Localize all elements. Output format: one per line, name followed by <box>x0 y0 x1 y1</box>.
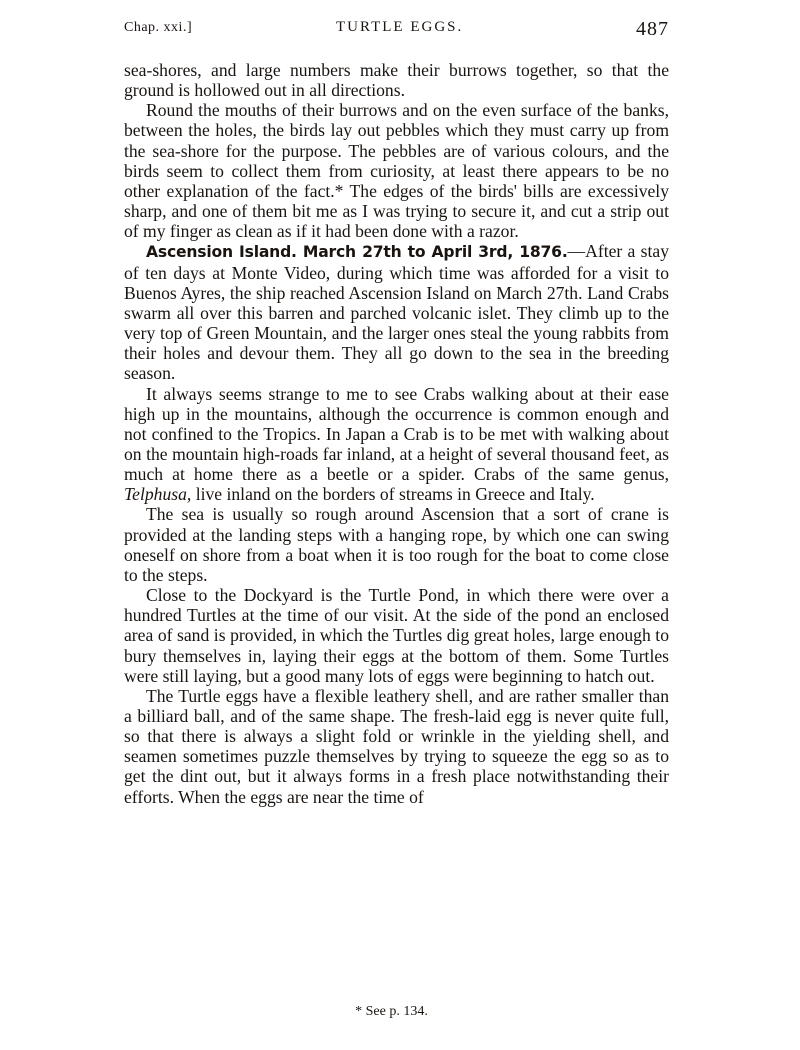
paragraph-text: live inland on the borders of streams in Greece and Italy. <box>195 484 595 505</box>
paragraph-text: It always seems strange to me to see Crabs walking about at their ease high up in the mountains, although the occurrence is common enough and not confined to the Tropics. In Japan a Crab is to be met with walking about on the mountain high-roads far inland, at a height of several thousand feet, as much at home there as a beetle or a spider. Crabs of the same genus, <box>124 383 669 485</box>
body-text <box>124 60 669 807</box>
entry-heading: Ascension Island. March 27th to April 3rd, 1876. <box>146 243 568 262</box>
book-page <box>124 18 669 807</box>
footnote-text: * See p. 134. <box>355 1004 428 1019</box>
paragraph: The Turtle eggs have a flexible leathery shell, and are rather smaller than a billiard ball, and of the same shape. The fresh-laid egg is never quite full, so that there is always a slight fold or wrinkle in the yielding shell, and seamen sometimes puzzle themselves by trying to squeeze the egg so as to get the dint out, but it always forms in a fresh place notwithstanding their efforts. When the eggs are near the time of <box>124 685 669 807</box>
paragraph: sea-shores, and large numbers make their burrows together, so that the ground is hollowed out in all directions. <box>124 60 669 101</box>
paragraph <box>124 384 669 505</box>
genus-name: Telphusa, <box>124 484 192 505</box>
page-number: 487 <box>636 18 669 40</box>
entry-text: —After a stay of ten days at Monte Video, during which time was afforded for a visit to Buenos Ayres, the ship reached Ascension Island on March 27th. Land Crabs swarm all over this barren and parched volcanic islet. They climb up to the very top of Green Mountain, and the larger ones steal the young rabbits from their holes and devour them. They all go down to the sea in the breeding season. <box>124 241 669 384</box>
paragraph: Close to the Dockyard is the Turtle Pond, in which there were over a hundred Turtles at the time of our visit. At the side of the pond an enclosed area of sand is provided, in which the Turtles dig great holes, large enough to bury themselves in, laying their eggs at the bottom of them. Some Turtles were still laying, but a good many lots of eggs were beginning to hatch out. <box>124 585 669 686</box>
chapter-label: Chap. xxi.] <box>124 20 193 35</box>
paragraph: The sea is usually so rough around Ascension that a sort of crane is provided at the landing steps with a hanging rope, by which one can swing oneself on shore from a boat when it is too rough for the boat to come close to the steps. <box>124 504 669 585</box>
running-title: TURTLE EGGS. <box>336 19 464 35</box>
paragraph: Round the mouths of their burrows and on the even surface of the banks, between the holes, the birds lay out pebbles which they must carry up from the sea-shore for the purpose. The pebbles are of various colours, and the birds seem to collect them from curiosity, at least there appears to be no other explanation of the fact.* The edges of the birds' bills are excessively sharp, and one of them bit me as I was trying to secure it, and cut a strip out of my finger as clean as if it had been done with a razor. <box>124 100 669 242</box>
running-header <box>124 18 669 48</box>
footnote <box>124 1004 669 1020</box>
paragraph-ascension-entry <box>124 241 669 383</box>
